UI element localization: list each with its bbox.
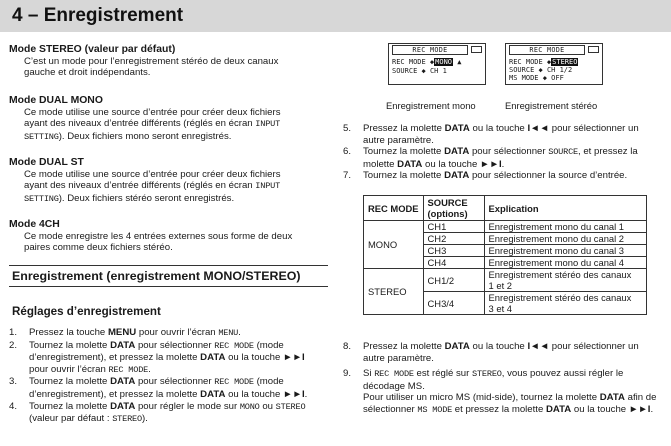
mode-dual-mono-block <box>9 95 324 143</box>
mode-title: Mode 4CH <box>9 219 60 230</box>
step-2: 2. Tournez la molette DATA pour sélectionner REC MODE (mode d’enregistrement), et pressez la molette DATA ou la touche ►►I pour ouvrir l’écran REC MODE. <box>9 339 305 375</box>
step-6: 6. Tournez la molette DATA pour sélectionner SOURCE, et pressez la molette DATA ou la touche ►►I. <box>343 146 638 170</box>
cell-source: CH3/4 <box>423 292 484 315</box>
step-1: 1. Pressez la touche MENU pour ouvrir l’écran MENU. <box>9 327 241 338</box>
mode-description <box>24 107 324 144</box>
text-line: ayant des niveaux d’entrée différents (réglés en écran INPUT <box>24 118 281 130</box>
lcd-row: REC MODE ◆STEREO <box>509 58 578 66</box>
step-4: 4. Tournez la molette DATA pour régler le mode sur MONO ou STEREO (valeur par défaut : STEREO). <box>9 400 306 425</box>
text-line: SETTING). Deux fichiers stéréo seront enregistrés. <box>24 192 235 204</box>
text-line: ayant des niveaux d’entrée différents (réglés en écran INPUT <box>24 180 281 192</box>
header-explication: Explication <box>484 196 646 221</box>
text-line: Ce mode utilise une source d’entrée pour créer deux fichiers <box>24 106 281 118</box>
cell-expl: Enregistrement mono du canal 3 <box>484 245 646 257</box>
chapter-title: 4 – Enregistrement <box>12 5 184 26</box>
cell-source: CH3 <box>423 245 484 257</box>
cell-expl: Enregistrement stéréo des canaux 3 et 4 <box>484 292 646 315</box>
text-line: gauche et droit indépendants. <box>24 67 151 79</box>
step-9: 9. Si REC MODE est réglé sur STEREO, vous pouvez aussi régler le décodage MS. Pour utiliser un micro MS (mid-side), tournez la molette DATA afin de sélectionner MS MODE et pressez la molette DATA ou la touche ►►I. <box>343 368 661 416</box>
cell-expl: Enregistrement mono du canal 1 <box>484 221 646 233</box>
lcd-row: SOURCE ◆ CH 1 <box>392 67 447 75</box>
lcd-row: REC MODE ◆MONO ▲ <box>392 58 462 66</box>
lcd-caption-stereo: Enregistrement stéréo <box>505 100 598 111</box>
cell-source: CH1/2 <box>423 269 484 292</box>
lcd-screen-mono <box>388 43 486 85</box>
mode-title: Mode DUAL ST <box>9 157 84 168</box>
cell-mono: MONO <box>364 221 424 269</box>
battery-icon <box>471 46 482 53</box>
text-line: paires comme deux fichiers stéréo. <box>24 242 173 254</box>
header-rec-mode: REC MODE <box>364 196 424 221</box>
steps-list-left <box>9 327 314 426</box>
steps-list-right-bottom <box>343 341 661 417</box>
rec-mode-table <box>363 195 647 315</box>
section-heading: Enregistrement (enregistrement MONO/STEREO) <box>9 265 328 287</box>
lcd-row: SOURCE ◆ CH 1/2 <box>509 66 573 74</box>
lcd-title: REC MODE <box>509 45 585 55</box>
text-line: Ce mode enregistre les 4 entrées externes sous forme de deux <box>24 230 293 242</box>
cell-source: CH1 <box>423 221 484 233</box>
lcd-caption-mono: Enregistrement mono <box>386 100 476 111</box>
lcd-title: REC MODE <box>392 45 468 55</box>
header-source: SOURCE (options) <box>423 196 484 221</box>
mode-dual-st-block <box>9 157 324 205</box>
mode-description <box>24 56 324 79</box>
cell-expl: Enregistrement stéréo des canaux 1 et 2 <box>484 269 646 292</box>
lcd-row: MS MODE ◆ OFF <box>509 74 564 82</box>
step-7: 7. Tournez la molette DATA pour sélectionner la source d’entrée. <box>343 170 628 182</box>
table-row <box>364 221 647 233</box>
text-line: SETTING). Deux fichiers mono seront enregistrés. <box>24 130 232 142</box>
chapter-header <box>0 0 671 32</box>
mode-description <box>24 231 324 254</box>
cell-expl: Enregistrement mono du canal 2 <box>484 233 646 245</box>
steps-list-right-top <box>343 123 661 182</box>
mode-4ch-block <box>9 219 324 254</box>
mode-title: Mode STEREO (valeur par défaut) <box>9 44 176 55</box>
mode-title: Mode DUAL MONO <box>9 95 103 106</box>
table-header-row <box>364 196 647 221</box>
battery-icon <box>588 46 599 53</box>
text-line: Ce mode utilise une source d’entrée pour créer deux fichiers <box>24 168 281 180</box>
step-3: 3. Tournez la molette DATA pour sélectionner REC MODE (mode d’enregistrement), et pressez la molette DATA ou la touche ►►I. <box>9 376 308 400</box>
text-line: C’est un mode pour l’enregistrement stéréo de deux canaux <box>24 55 279 67</box>
cell-source: CH4 <box>423 257 484 269</box>
table-row <box>364 269 647 292</box>
cell-source: CH2 <box>423 233 484 245</box>
cell-stereo: STEREO <box>364 269 424 315</box>
subsection-heading: Réglages d’enregistrement <box>12 305 161 318</box>
step-8: 8. Pressez la molette DATA ou la touche I◄◄ pour sélectionner un autre paramètre. <box>343 341 639 364</box>
mode-description <box>24 169 324 206</box>
step-9-detail: Pour utiliser un micro MS (mid-side), tournez la molette DATA afin de sélectionner MS MODE et pressez la molette DATA ou la touche ►►I. <box>363 392 657 415</box>
cell-expl: Enregistrement mono du canal 4 <box>484 257 646 269</box>
mode-stereo-block <box>9 44 324 79</box>
lcd-screen-stereo <box>505 43 603 85</box>
step-5: 5. Pressez la molette DATA ou la touche I◄◄ pour sélectionner un autre paramètre. <box>343 123 639 146</box>
